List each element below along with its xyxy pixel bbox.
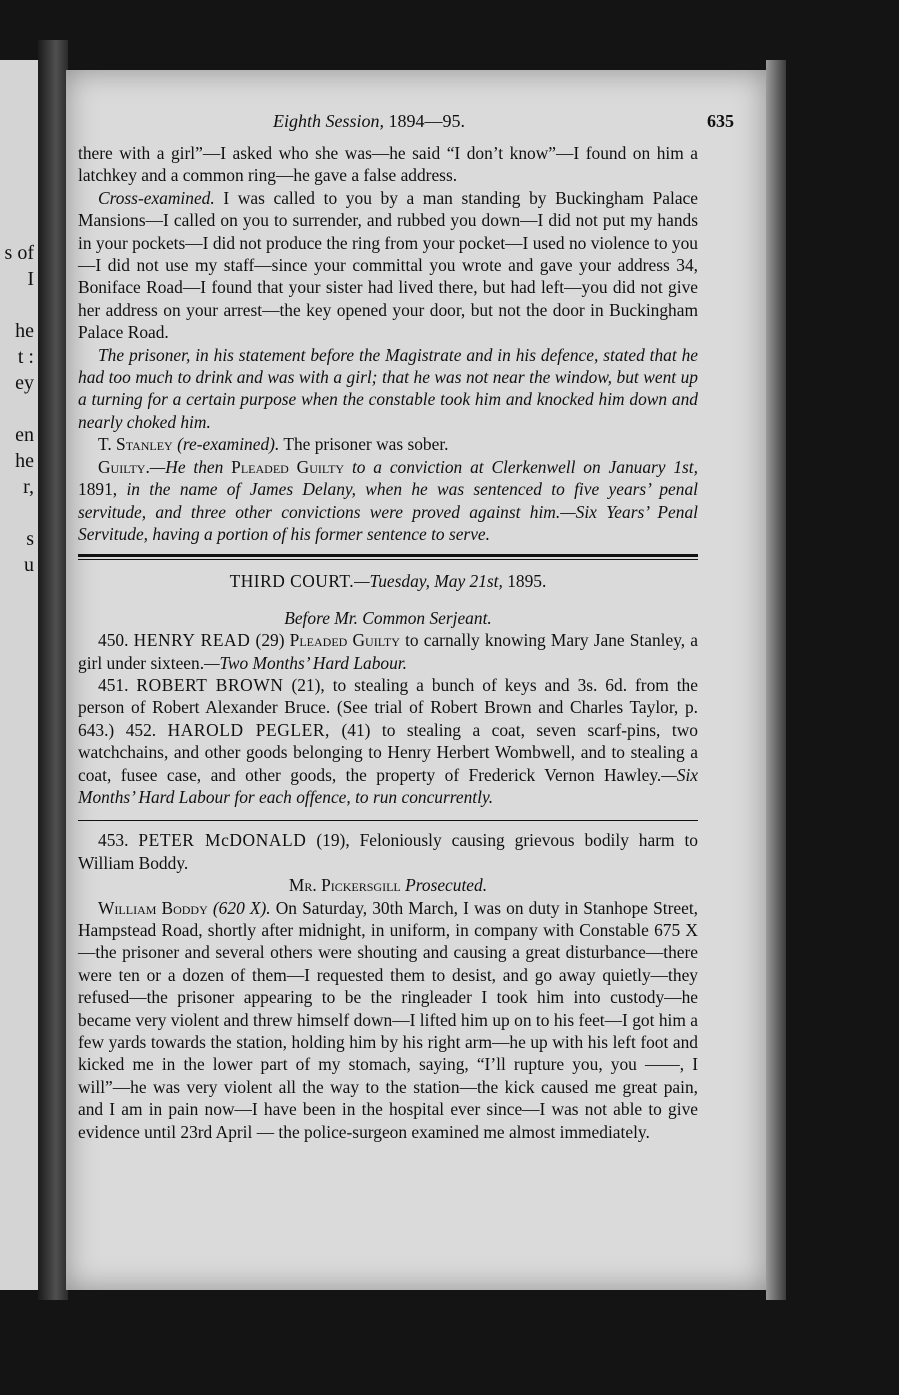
page-number: 635 — [707, 111, 734, 131]
fragment: he — [15, 320, 34, 342]
fragment: s — [26, 528, 34, 550]
fragment — [0, 396, 34, 422]
prosecution-line: Mr. Pickersgill Prosecuted. — [288, 875, 488, 896]
before-judge: Before Mr. Common Serjeant. — [284, 607, 492, 628]
case-divider — [78, 820, 698, 821]
section-divider — [78, 554, 698, 560]
fragment: r, — [23, 476, 34, 498]
page-content — [78, 110, 734, 1143]
fragment: s of — [4, 242, 34, 264]
paragraph-prisoner-statement: The prisoner, in his statement before the Magistrate and in his defence, stated that he had too much to drink and was with a girl; that he was not near the window, but went up a turning for a certain purpose when the constable took him and knocked him down and nearly choked him. — [78, 344, 698, 432]
book-spine — [38, 40, 68, 1300]
case-451-452: 451. ROBERT BROWN (21), to stealing a bunch of keys and 3s. 6d. from the person of Robert Alexander Bruce. (See trial of Robert Brown and Charles Taylor, p. 643.) 452. HAROLD PEGLER, (41) to stealing a coat, seven scarf-pins, two watchchains, and other goods belonging to Henry Herbert Wombwell, and to stealing a coat, fusee case, and other goods, the property of Frederick Vernon Hawley.—Six Months’ Hard Labour for each offence, to run concurrently. — [78, 674, 698, 807]
paragraph-re-examination: T. Stanley (re-examined). The prisoner was sober. — [98, 434, 449, 455]
court-heading: THIRD COURT.—Tuesday, May 21st, 1895. — [229, 571, 547, 592]
page-edge-shadow — [766, 60, 786, 1300]
fragment: he — [15, 450, 34, 472]
fragment: t : — [17, 346, 34, 368]
paragraph-continuation: there with a girl”—I asked who she was—he said “I don’t know”—I found on him a latchkey and a common ring—he gave a false address. — [78, 143, 698, 186]
running-head: Eighth Session, 1894—95. — [273, 111, 465, 131]
page-header — [78, 110, 734, 142]
case-450: 450. HENRY READ (29) Pleaded Guilty to carnally knowing Mary Jane Stanley, a girl under sixteen.—Two Months’ Hard Labour. — [78, 630, 698, 673]
book-page — [66, 70, 766, 1290]
fragment: en — [15, 424, 34, 446]
fragment — [0, 500, 34, 526]
fragment: u — [24, 554, 34, 576]
paragraph-cross-examination: Cross-examined. I was called to you by a man standing by Buckingham Palace Mansions—I called on you to surrender, and rubbed you down—I did not put my hands in your pockets—I did not produce the ring from your pocket—I used no violence to you—I did not use my staff—since your committal you wrote and gave your address 34, Boniface Road—I found that your sister had lived there, but had left—you did not give her address on your arrest—the key opened your door, but not the door in Buckingham Palace Road. — [78, 187, 698, 343]
paragraph-verdict: Guilty.—He then Pleaded Guilty to a conviction at Clerkenwell on January 1st, 1891, in the name of James Delany, when he was sentenced to five years’ penal servitude, and three other convictions were proved against him.—Six Years’ Penal Servitude, having a portion of his former sentence to serve. — [78, 456, 698, 544]
fragment: I — [27, 268, 34, 290]
left-page-edge — [0, 60, 41, 1290]
fragment: ey — [15, 372, 34, 394]
case-453: 453. PETER McDONALD (19), Feloniously causing grievous bodily harm to William Boddy. — [78, 830, 698, 873]
testimony-william-boddy: William Boddy (620 X). On Saturday, 30th March, I was on duty in Stanhope Street, Hampstead Road, shortly after midnight, in uniform, in company with Constable 675 X—the prisoner and several others were shouting and causing a great disturbance—there were ten or a dozen of them—I requested them to desist, and go away quietly—they refused—the prisoner appearing to be the ringleader I took him into custody—he became very violent and threw himself down—I lifted him up on to his feet—I got him a few yards towards the station, holding him by his right arm—he up with his left foot and kicked me in the lower part of my stomach, saying, “I’ll rupture you, you ——, I will”—he was very violent all the way to the station—the kick caused me great pain, and I am in pain now—I have been in the hospital ever since—I was not able to give evidence until 23rd April — the police-surgeon examined me almost immediately. — [78, 897, 698, 1142]
fragment — [0, 292, 34, 318]
left-margin-fragments — [0, 240, 34, 578]
